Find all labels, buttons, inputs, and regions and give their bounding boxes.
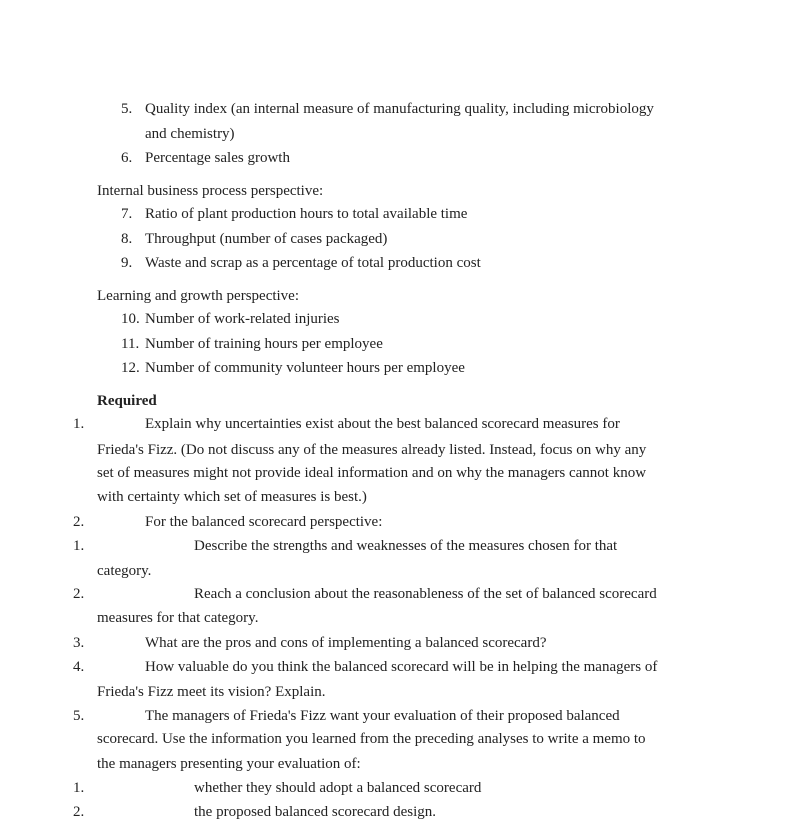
list-item-number: 6. [121, 150, 133, 166]
list-item-number: 7. [121, 206, 133, 222]
list-item-number: 5. [121, 101, 133, 117]
question-text: with certainty which set of measures is best.) [97, 489, 367, 505]
list-item-number: 9. [121, 255, 133, 271]
question-number: 2. [73, 514, 85, 530]
question-text: Frieda's Fizz meet its vision? Explain. [97, 684, 326, 700]
sub-question-text: the proposed balanced scorecard design. [194, 804, 436, 820]
list-item-text: and chemistry) [145, 126, 235, 142]
question-text: For the balanced scorecard perspective: [145, 514, 383, 530]
list-item-number: 8. [121, 231, 133, 247]
question-text: How valuable do you think the balanced scorecard will be in helping the managers of [145, 659, 658, 675]
question-text: What are the pros and cons of implementing a balanced scorecard? [145, 635, 547, 651]
list-item-number: 10. [121, 311, 140, 327]
question-number: 1. [73, 416, 85, 432]
list-item-number: 12. [121, 360, 140, 376]
question-text: Explain why uncertainties exist about the best balanced scorecard measures for [145, 416, 620, 432]
sub-question-text: whether they should adopt a balanced scorecard [194, 780, 482, 796]
required-heading: Required [97, 393, 157, 409]
list-item-text: Percentage sales growth [145, 150, 290, 166]
list-item-text: Ratio of plant production hours to total available time [145, 206, 468, 222]
section-heading: Learning and growth perspective: [97, 288, 300, 304]
list-item-text: Number of work-related injuries [145, 311, 340, 327]
sub-question-number: 1. [73, 538, 85, 554]
sub-question-number: 2. [73, 586, 85, 602]
question-number: 5. [73, 708, 85, 724]
question-text: the managers presenting your evaluation of: [97, 756, 361, 772]
list-item-number: 11. [121, 336, 140, 352]
list-item-text: Quality index (an internal measure of manufacturing quality, including microbiology [145, 101, 654, 117]
question-text: Frieda's Fizz. (Do not discuss any of the measures already listed. Instead, focus on why any [97, 442, 647, 458]
sub-question-text: category. [97, 563, 152, 579]
list-item-text: Waste and scrap as a percentage of total production cost [145, 255, 481, 271]
sub-question-number: 1. [73, 780, 85, 796]
sub-question-text: Reach a conclusion about the reasonableness of the set of balanced scorecard [194, 586, 657, 602]
question-text: scorecard. Use the information you learned from the preceding analyses to write a memo to [97, 731, 646, 747]
list-item-text: Number of community volunteer hours per employee [145, 360, 465, 376]
question-text: The managers of Frieda's Fizz want your evaluation of their proposed balanced [145, 708, 620, 724]
question-number: 3. [73, 635, 85, 651]
section-heading: Internal business process perspective: [97, 183, 324, 199]
list-item-text: Throughput (number of cases packaged) [145, 231, 388, 247]
question-text: set of measures might not provide ideal information and on why the managers cannot know [97, 465, 647, 481]
sub-question-number: 2. [73, 804, 85, 820]
sub-question-text: Describe the strengths and weaknesses of the measures chosen for that [194, 538, 618, 554]
list-item-text: Number of training hours per employee [145, 336, 383, 352]
sub-question-text: measures for that category. [97, 610, 259, 626]
question-number: 4. [73, 659, 85, 675]
